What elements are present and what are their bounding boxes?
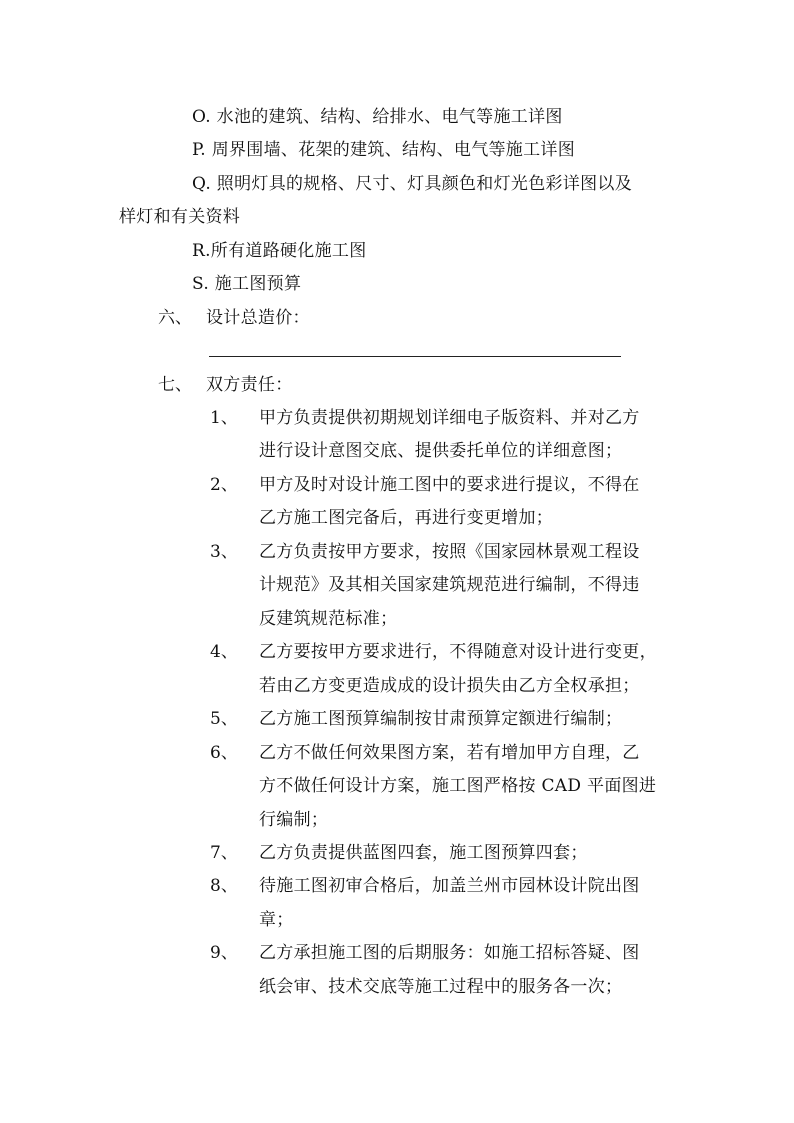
section7-number: 七、 [158,375,192,395]
item-number: 4、 [210,642,238,662]
item-line: 乙方承担施工图的后期服务：如施工招标答疑、图 [259,943,640,963]
item-number: 1、 [210,408,238,428]
item-line: 计规范》及其相关国家建筑规范进行编制，不得违 [259,575,640,595]
item-s-line: S. 施工图预算 [192,274,302,294]
section6-title: 设计总造价： [206,308,310,328]
item-number: 7、 [210,843,238,863]
item-line: 乙方要按甲方要求进行，不得随意对设计进行变更， [259,642,657,662]
item-q-line-2: 样灯和有关资料 [119,207,241,227]
item-line: 反建筑规范标准； [259,609,398,629]
section7-title: 双方责任： [206,375,293,395]
item-line: 甲方及时对设计施工图中的要求进行提议，不得在 [259,475,640,495]
item-o-line: O. 水池的建筑、结构、给排水、电气等施工详图 [192,107,563,127]
item-line: 乙方不做任何效果图方案，若有增加甲方自理，乙 [259,743,640,763]
item-line: 若由乙方变更造成成的设计损失由乙方全权承担； [259,676,640,696]
item-p-line: P. 周界围墙、花架的建筑、结构、电气等施工详图 [192,140,575,160]
item-line: 乙方施工图预算编制按甘肃预算定额进行编制； [259,709,623,729]
item-line: 进行设计意图交底、提供委托单位的详细意图； [259,441,623,461]
item-line: 甲方负责提供初期规划详细电子版资料、并对乙方 [259,408,640,428]
fill-in-line [209,356,621,357]
item-number: 6、 [210,743,238,763]
item-line: 行编制； [259,810,329,830]
section6-number: 六、 [158,308,192,328]
item-number: 8、 [210,876,238,896]
item-line: 方不做任何设计方案，施工图严格按 CAD 平面图进 [259,776,657,796]
item-line: 乙方施工图完备后，再进行变更增加； [259,508,554,528]
item-number: 2、 [210,475,238,495]
item-r-line: R.所有道路硬化施工图 [192,241,367,261]
item-line: 待施工图初审合格后，加盖兰州市园林设计院出图 [259,876,640,896]
item-number: 5、 [210,709,238,729]
item-q-line-1: Q. 照明灯具的规格、尺寸、灯具颜色和灯光色彩详图以及 [192,174,632,194]
item-number: 9、 [210,943,238,963]
item-line: 纸会审、技术交底等施工过程中的服务各一次； [259,977,623,997]
item-number: 3、 [210,542,238,562]
item-line: 乙方负责按甲方要求，按照《国家园林景观工程设 [259,542,640,562]
item-line: 乙方负责提供蓝图四套，施工图预算四套； [259,843,588,863]
item-line: 章； [259,910,294,930]
